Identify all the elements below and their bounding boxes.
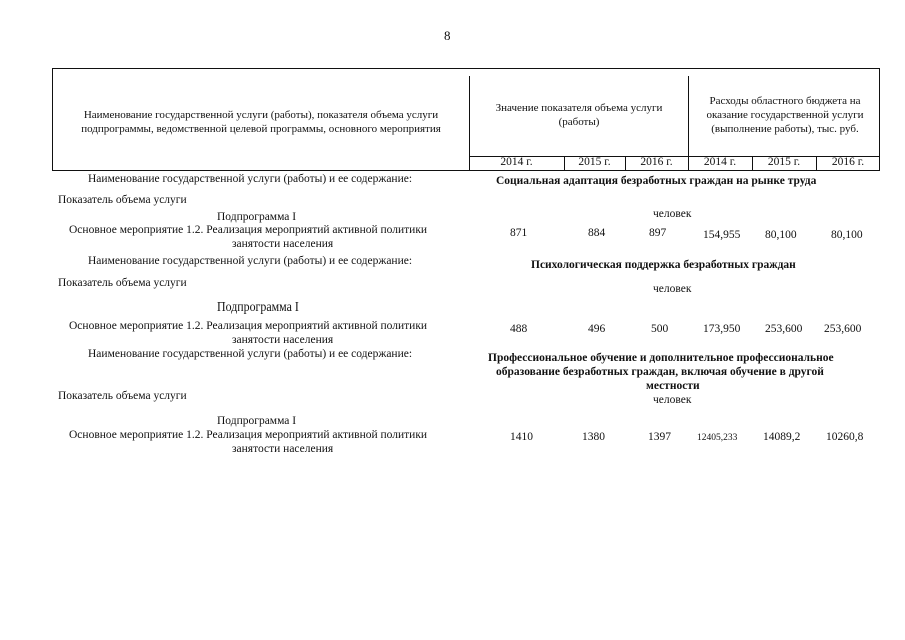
service-label: Наименование государственной услуги (работы) и ее содержание:: [88, 348, 413, 360]
year-cell: 2014 г.: [500, 156, 533, 168]
expense-2014: 154,955: [703, 229, 741, 241]
year-cell: 2015 г.: [578, 156, 611, 168]
unit-label: человек: [653, 208, 692, 220]
service-name: Социальная адаптация безработных граждан на рынке труда: [496, 175, 817, 187]
expense-2016: 10260,8: [826, 431, 864, 443]
year-cell: 2016 г.: [640, 156, 673, 168]
value-2014: 871: [510, 227, 528, 239]
expense-2014: 173,950: [703, 323, 741, 335]
subprogram-label: Подпрограмма I: [217, 415, 297, 427]
expense-2015: 253,600: [765, 323, 803, 335]
value-2016: 1397: [648, 431, 671, 443]
service-label: Наименование государственной услуги (работы) и ее содержание:: [88, 173, 413, 185]
value-2016: 500: [651, 323, 669, 335]
value-2014: 1410: [510, 431, 533, 443]
header-col-expense: Расходы областного бюджета на оказание государственной услуги (выполнение работы), тыс. руб.: [706, 95, 864, 135]
indicator-label: Показатель объема услуги: [58, 277, 187, 289]
expense-2015: 14089,2: [763, 431, 801, 443]
unit-label: человек: [653, 283, 692, 295]
header-col-name: Наименование государственной услуги (работы), показателя объема услуги подпрограммы, ведомственной целевой программы, основного мероприятия: [81, 109, 441, 135]
value-2015: 884: [588, 227, 606, 239]
value-2015: 1380: [582, 431, 605, 443]
value-2014: 488: [510, 323, 528, 335]
year-cell: 2014 г.: [703, 156, 737, 168]
subprogram-label: Подпрограмма I: [217, 300, 299, 315]
indicator-label: Показатель объема услуги: [58, 194, 187, 206]
service-name-line1: Профессиональное обучение и дополнительное профессиональное: [488, 352, 834, 364]
value-2015: 496: [588, 323, 606, 335]
service-name-line2: образование безработных граждан, включая обучение в другой: [496, 366, 824, 378]
service-name: Психологическая поддержка безработных граждан: [531, 259, 796, 271]
header-col-value: Значение показателя объема услуги (работы): [495, 102, 663, 128]
activity-line1: Основное мероприятие 1.2. Реализация мероприятий активной политики: [69, 224, 428, 236]
activity-line1: Основное мероприятие 1.2. Реализация мероприятий активной политики: [69, 320, 428, 332]
subprogram-label: Подпрограмма I: [217, 211, 297, 223]
service-label: Наименование государственной услуги (работы) и ее содержание:: [88, 255, 413, 267]
indicator-label: Показатель объема услуги: [58, 390, 187, 402]
service-name-line3: местности: [646, 380, 700, 392]
year-cell: 2015 г.: [767, 156, 801, 168]
page-number: 8: [444, 28, 451, 43]
year-cell: 2016 г.: [831, 156, 865, 168]
expense-2016: 80,100: [831, 229, 863, 241]
activity-line2: занятости населения: [232, 334, 334, 346]
expense-2015: 80,100: [765, 229, 797, 241]
unit-label: человек: [653, 394, 692, 406]
activity-line1: Основное мероприятие 1.2. Реализация мероприятий активной политики: [69, 429, 428, 441]
expense-2014: 12405,233: [697, 433, 738, 443]
activity-line2: занятости населения: [232, 443, 334, 455]
activity-line2: занятости населения: [232, 238, 334, 250]
expense-2016: 253,600: [824, 323, 862, 335]
value-2016: 897: [649, 227, 667, 239]
